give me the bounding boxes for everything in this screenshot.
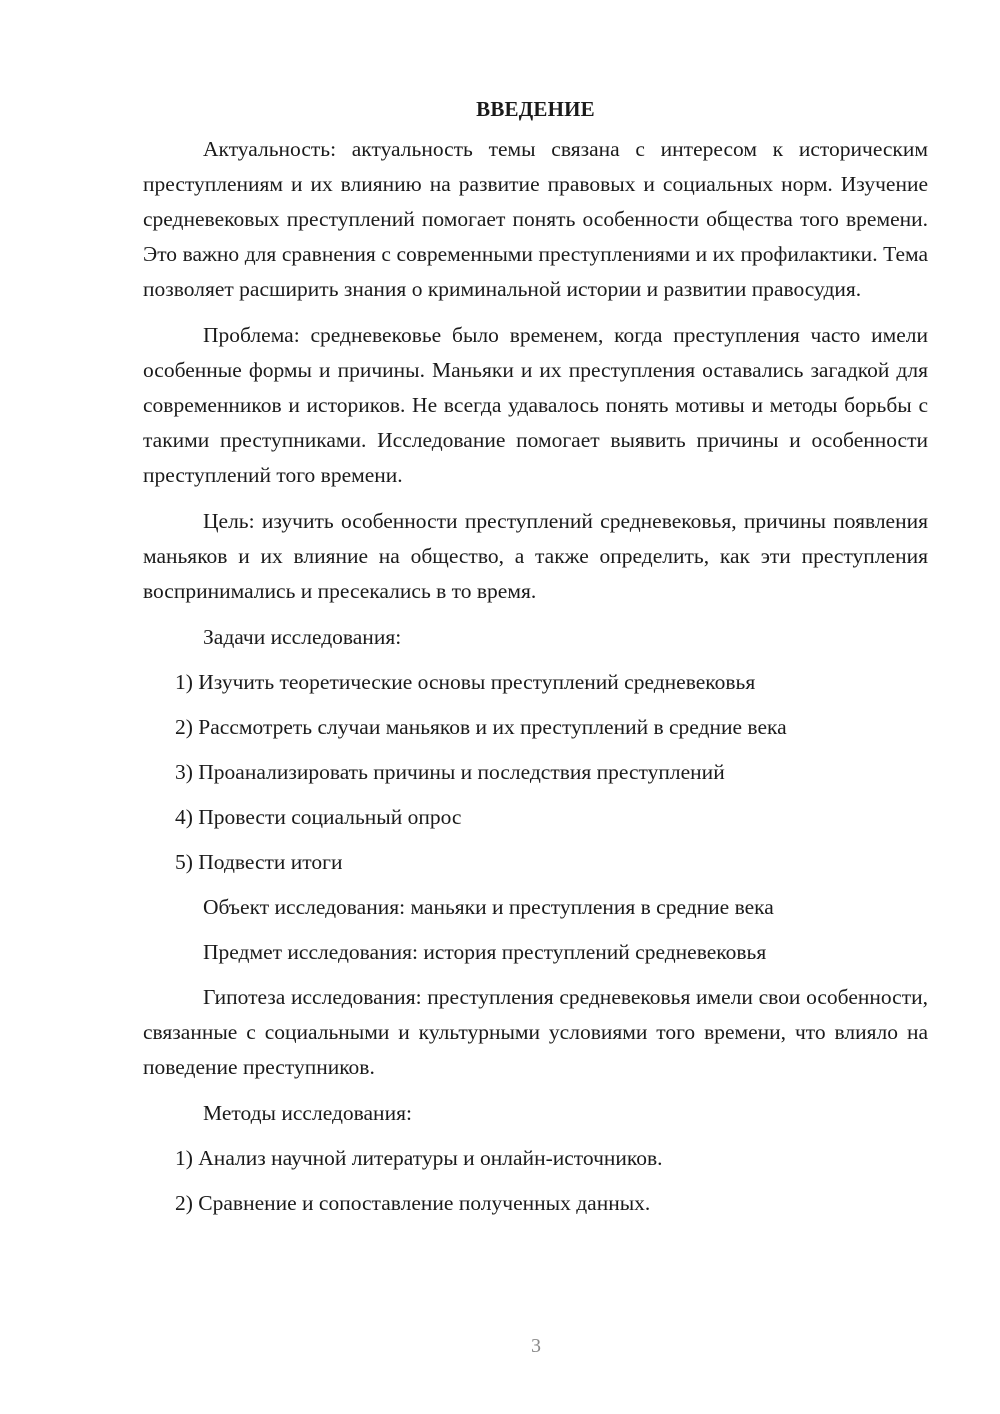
document-page xyxy=(143,92,928,1231)
methods-heading: Методы исследования: xyxy=(203,1101,412,1125)
hypothesis-paragraph: Гипотеза исследования: преступления средневековья имели свои особенности, связанные с социальными и культурными условиями того времени, что влияло на поведение преступников. xyxy=(143,985,928,1079)
method-item-2: 2) Сравнение и сопоставление полученных данных. xyxy=(175,1191,651,1215)
tasks-heading: Задачи исследования: xyxy=(203,625,402,649)
task-item-1: 1) Изучить теоретические основы преступлений средневековья xyxy=(175,670,756,694)
task-item-4: 4) Провести социальный опрос xyxy=(175,805,462,829)
task-item-5: 5) Подвести итоги xyxy=(175,850,343,874)
problem-paragraph: Проблема: средневековье было временем, когда преступления часто имели особенные формы и причины. Маньяки и их преступления оставались загадкой для современников и историков. Не всегда удавалось понять мотивы и методы борьбы с такими преступниками. Исследование помогает выявить причины и особенности преступлений того времени. xyxy=(143,323,928,487)
section-title: ВВЕДЕНИЕ xyxy=(476,97,595,121)
method-item-1: 1) Анализ научной литературы и онлайн-источников. xyxy=(175,1146,663,1170)
relevance-paragraph: Актуальность: актуальность темы связана с интересом к историческим преступлениям и их влиянию на развитие правовых и социальных норм. Изучение средневековых преступлений помогает понять особенности общества того времени. Это важно для сравнения с современными преступлениями и их профилактики. Тема позволяет расширить знания о криминальной истории и развитии правосудия. xyxy=(143,137,928,301)
page-number: 3 xyxy=(531,1335,541,1357)
task-item-2: 2) Рассмотреть случаи маньяков и их преступлений в средние века xyxy=(175,715,787,739)
research-object: Объект исследования: маньяки и преступления в средние века xyxy=(203,895,774,919)
goal-paragraph: Цель: изучить особенности преступлений средневековья, причины появления маньяков и их влияние на общество, а также определить, как эти преступления воспринимались и пресекались в то время. xyxy=(143,509,928,603)
research-subject: Предмет исследования: история преступлений средневековья xyxy=(203,940,767,964)
task-item-3: 3) Проанализировать причины и последствия преступлений xyxy=(175,760,725,784)
